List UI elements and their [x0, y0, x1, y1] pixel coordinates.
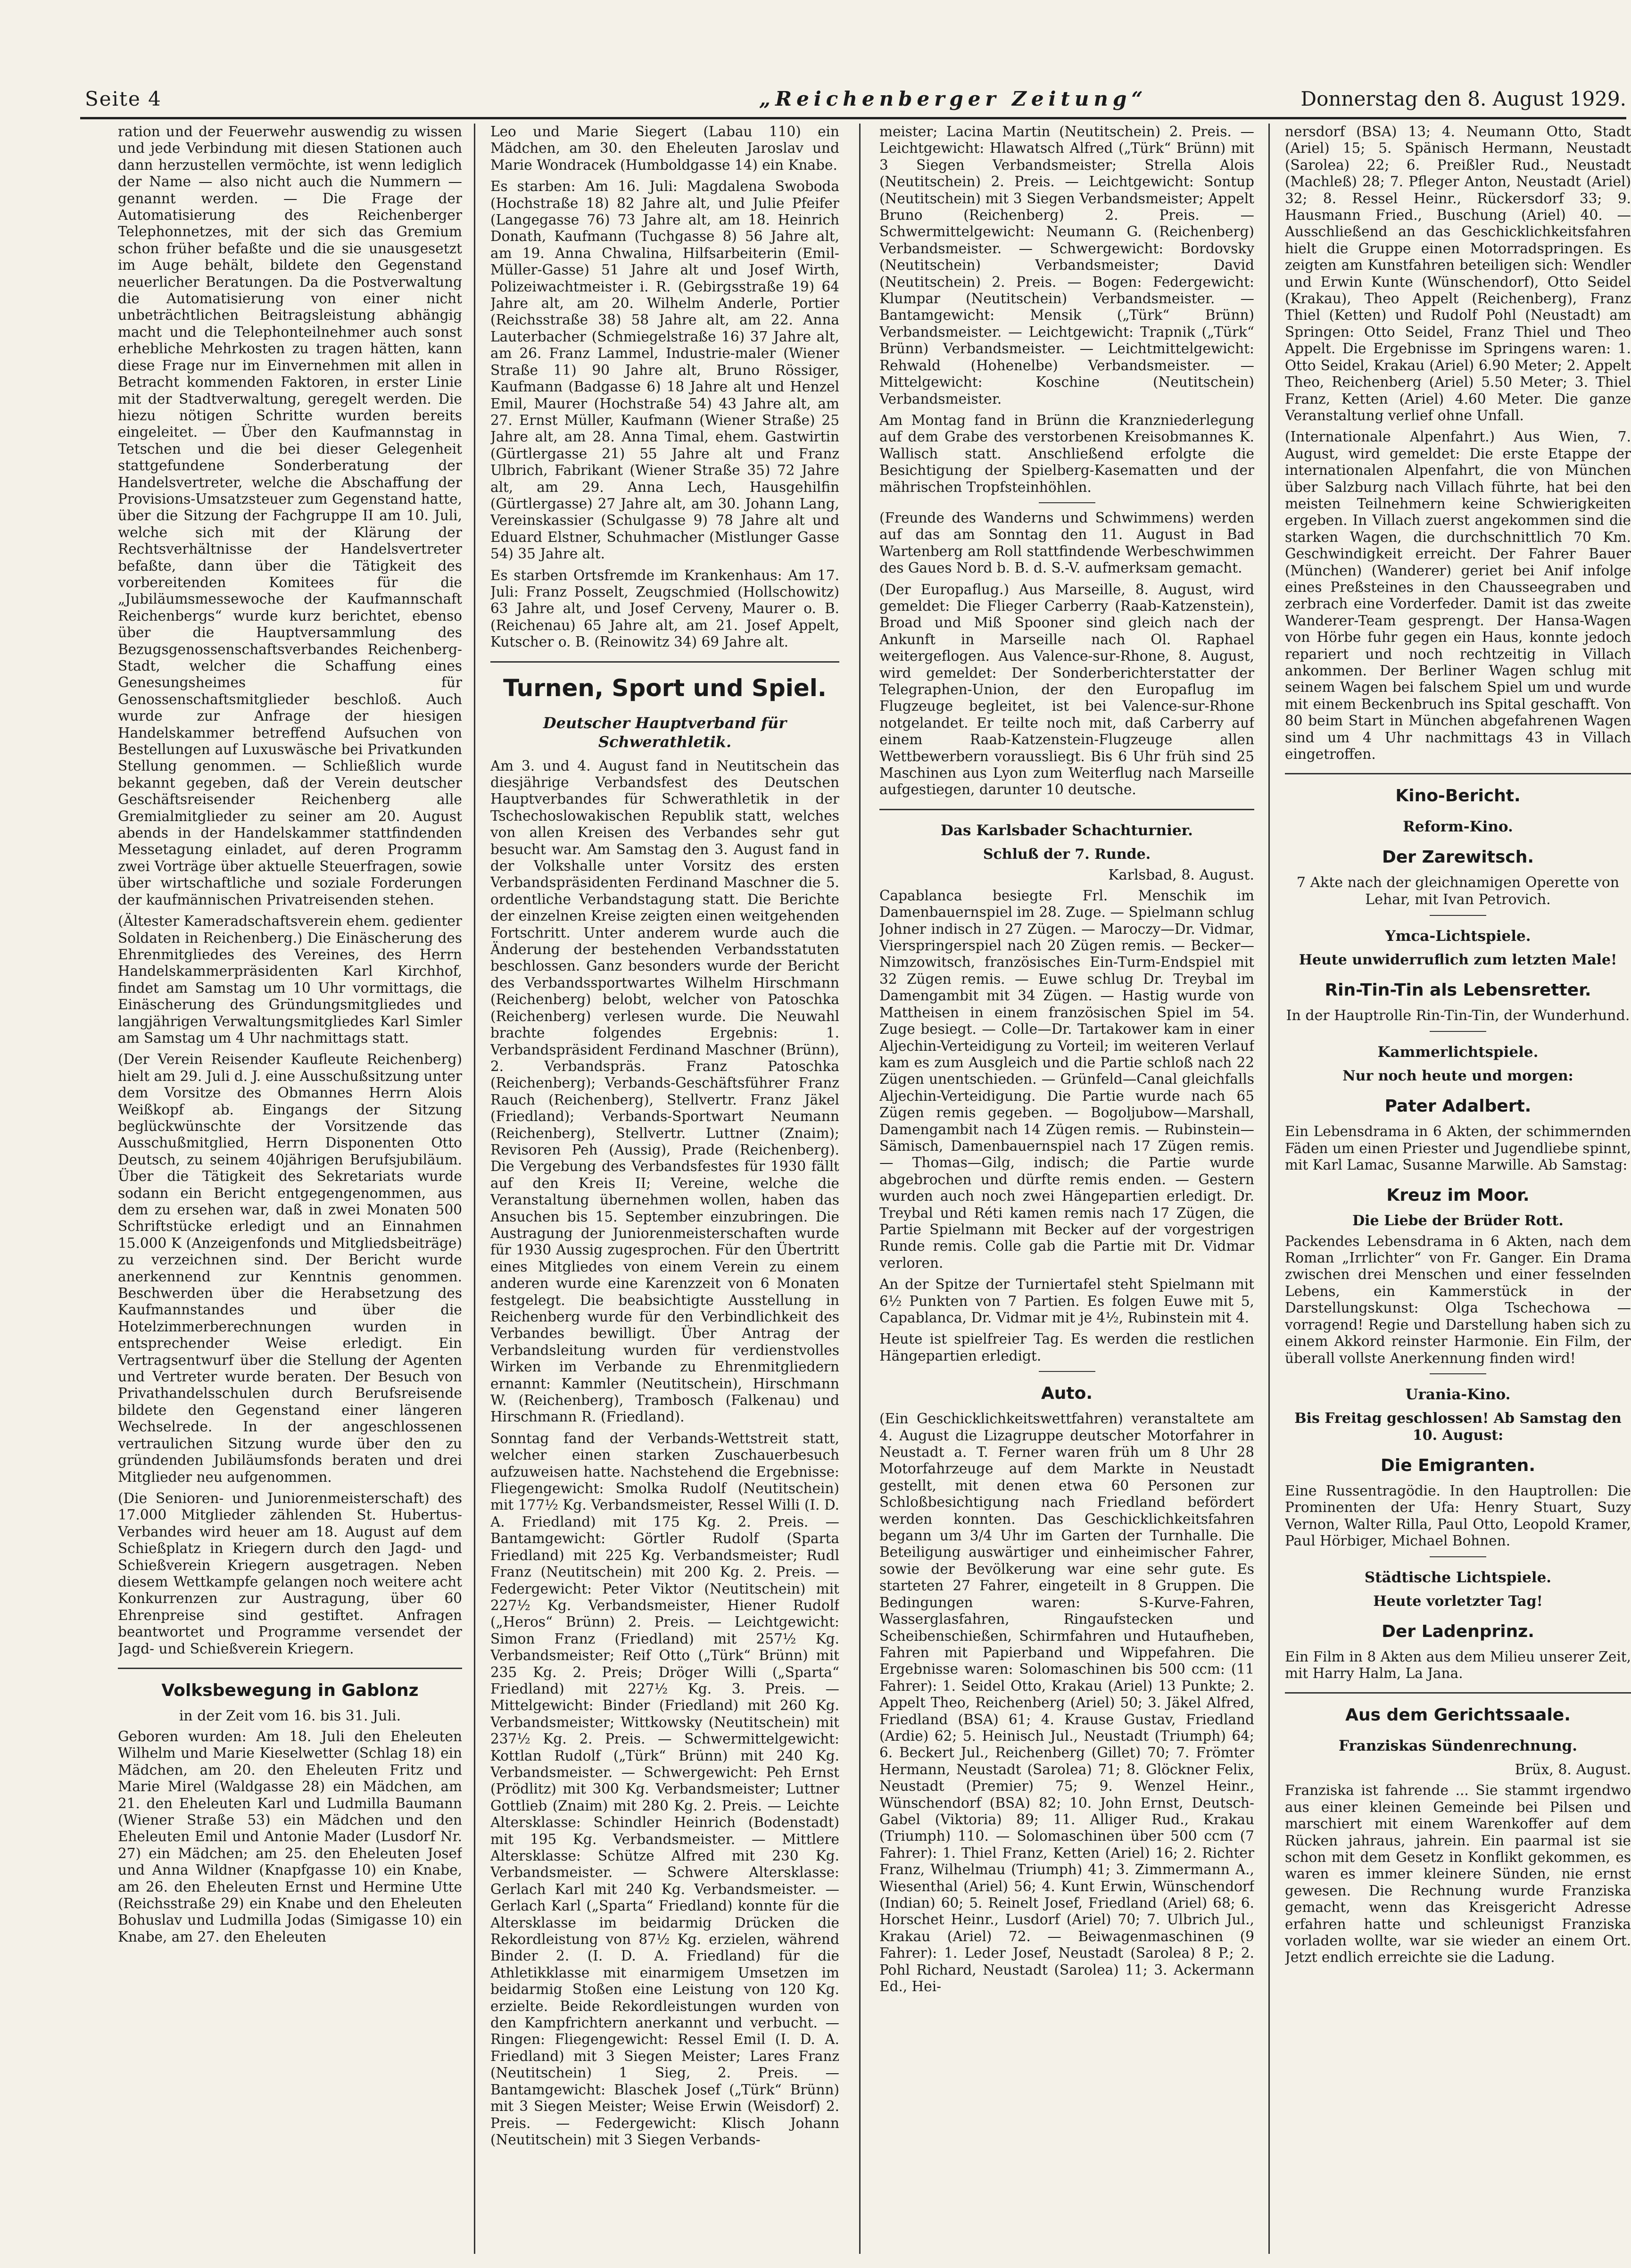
article-paragraph: (Der Verein Reisender Kaufleute Reichenberg) hielt am 29. Juli d. J. eine Ausschußsitzung unter dem Vorsitze des Obmannes Herrn Alois Weißkopf ab. Eingangs der Sitzung beglückwünschte der Vorsitzende das Ausschußmitglied, Herrn Disponenten Otto Deutsch, zu seinem 40jährigen Berufsjubiläum. Über die Tätigkeit des Sekretariats wurde sodann ein Bericht entgegengenommen, aus dem zu ersehen war, daß in zwei Monaten 500 Schriftstücke erledigt und an Einnahmen 15.000 K (Anzeigenfonds und Mitgliedsbeiträge) zu verzeichnen sind. Der Bericht wurde anerkennend zur Kenntnis genommen. Beschwerden über die Herabsetzung des Kaufmannstandes und über die Hotelzimmerberechnungen wurden in entsprechender Weise erledigt. Ein Vertragsentwurf über die Stellung der Agenten und Vertreter wurde beraten. Der Besuch von Privathandelsschulen durch Berufsreisende bildete den Gegenstand einer längeren Wechselrede. In der angeschlossenen vertraulichen Sitzung wurde über den zu gründenden Jubiläumsfonds beraten und drei Mitglieder neu aufgenommen. [118, 1051, 462, 1485]
column-4 [1285, 124, 1631, 2268]
article-paragraph: Leo und Marie Siegert (Labau 110) ein Mädchen, am 30. den Eheleuten Jaroslav und Marie Wondracek (Humboldgasse 14) ein Knabe. [490, 124, 839, 173]
column-2 [490, 124, 839, 2268]
section-subtitle: Schluß der 7. Runde. [983, 846, 1151, 863]
section-subtitle: Franziskas Sündenrechnung. [1338, 1737, 1578, 1755]
article-paragraph: (Ein Geschicklichkeitswettfahren) veranstaltete am 4. August die Lizagruppe deutscher Motorfahrer in Neustadt a. T. Ferner waren früh um 8 Uhr 28 Motorfahrzeuge auf dem Markte in Neustadt gestellt, mit denen etwa 60 Personen zur Schloßbesichtigung nach Friedland befördert werden konnten. Das Geschicklichkeitsfahren begann um 3/4 Uhr im Garten der Turnhalle. Die Beteiligung auswärtiger und einheimischer Fahrer, sowie der Bevölkerung war eine sehr gute. Es starteten 27 Fahrer, eingeteilt in 8 Gruppen. Die Bedingungen waren: S-Kurve-Fahren, Wasserglasfahren, Ringaufstecken und Scheibenschießen, Schirmfahren und Hutaufheben, Fahren mit Papierband und Wippefahren. Die Ergebnisse waren: Solomaschinen bis 500 ccm: (11 Fahrer): 1. Seidel Otto, Krakau (Ariel) 13 Punkte; 2. Appelt Theo, Reichenberg (Ariel) 50; 3. Jäkel Alfred, Friedland (BSA) 61; 4. Krause Gustav, Friedland (Ardie) 62; 5. Heinisch Jul., Neustadt (Triumph) 64; 6. Beckert Jul., Reichenberg (Gillet) 70; 7. Frömter Hermann, Neustadt (Sarolea) 71; 8. Glöckner Felix, Neustadt (Premier) 75; 9. Wenzel Heinr., Wünschendorf (BSA) 82; 10. John Ernst, Deutsch-Gabel (Viktoria) 89; 11. Alliger Rud., Krakau (Triumph) 110. — Solomaschinen über 500 ccm (7 Fahrer): 1. Thiel Franz, Ketten (Ariel) 16; 2. Richter Franz, Wilhelmau (Triumph) 41; 3. Zimmermann A., Wiesenthal (Ariel) 56; 4. Kunt Erwin, Wünschendorf (Indian) 60; 5. Reinelt Josef, Friedland (Ariel) 68; 6. Horschet Heinr., Lusdorf (Ariel) 70; 7. Ulbrich Jul., Krakau (Ariel) 72. — Beiwagenmaschinen (9 Fahrer): 1. Leder Josef, Neustadt (Sarolea) 8 P.; 2. Pohl Richard, Neustadt (Sarolea) 11; 3. Ackermann Ed., Hei- [879, 1411, 1254, 1995]
column-divider [474, 124, 475, 2254]
section-rule [490, 661, 839, 663]
film-title: Die Emigranten. [1381, 1455, 1535, 1475]
film-title: Kreuz im Moor. [1386, 1185, 1530, 1205]
issue-date: Donnerstag den 8. August 1929. [1300, 87, 1626, 110]
section-rule [1285, 1692, 1631, 1694]
article-paragraph: (Die Senioren- und Juniorenmeisterschaft) des 17.000 Mitglieder zählenden St. Hubertus-Verbandes wird heuer am 18. August auf dem Schießplatz in Kriegern durch den Jagd- und Schießverein Kriegern ausgetragen. Neben diesem Wettkampfe gelangen noch weitere acht Konkurrenzen zur Austragung, über 60 Ehrenpreise sind gestiftet. Anfragen beantwortet und Programme versendet der Jagd- und Schießverein Kriegern. [118, 1490, 462, 1657]
section-rule [1039, 502, 1095, 503]
cinema-name: Ymca-Lichtspiele. [1385, 928, 1531, 945]
article-paragraph: meister; Lacina Martin (Neutitschein) 2. Preis. — Leichtgewicht: Hlawatsch Alfred („Türk“ Brünn) mit 3 Siegen Verbandsmeister; Strella Alois (Neutitschein) 2. Preis. — Leichtgewicht: Sontup (Neutitschein) mit 3 Siegen Verbandsmeister; Appelt Bruno (Reichenberg) 2. Preis. — Schwermittelgewicht: Neumann G. (Reichenberg) Verbandsmeister. — Schwergewicht: Bordovsky (Neutitschein) Verbandsmeister; David (Neutitschein) 2. Preis. — Bogen: Federgewicht: Klumpar (Neutitschein) Verbandsmeister. — Bantamgewicht: Mensik („Türk“ Brünn) Verbandsmeister. — Leichtgewicht: Trapnik („Türk“ Brünn) Verbandsmeister. — Leichtmittelgewicht: Rehwald (Hohenelbe) Verbandsmeister. — Mittelgewicht: Koschine (Neutitschein) Verbandsmeister. [879, 124, 1254, 407]
column-divider [859, 124, 861, 2254]
article-paragraph: nersdorf (BSA) 13; 4. Neumann Otto, Stadt (Ariel) 15; 5. Spänisch Hermann, Neustadt (Sarolea) 22; 6. Preißler Rud., Neustadt (Machleß) 28; 7. Pfleger Anton, Neustadt (Ariel) 32; 8. Ressel Heinr., Rückersdorf 33; 9. Hausmann Fried., Buschung (Ariel) 40. — Ausschließend an das Geschicklichkeitsfahren hielt die Gruppe einen Motorradspringen. Es zeigten am Kunstfahren beteiligen sich: Wendler und Erwin Kunte (Wünschendorf), Otto Seidel (Krakau), Theo Appelt (Reichenberg), Franz Thiel (Ketten) und Rudolf Pohl (Neustadt) am Springen: Otto Seidel, Franz Thiel und Theo Appelt. Die Ergebnisse im Springens waren: 1. Otto Seidel, Krakau (Ariel) 6.90 Meter; 2. Appelt Theo, Reichenberg (Ariel) 5.50 Meter; 3. Thiel Franz, Ketten (Ariel) 4.60 Meter. Die ganze Veranstaltung verlief ohne Unfall. [1285, 124, 1631, 424]
cinema-name: Urania-Kino. [1405, 1386, 1511, 1403]
column-1 [118, 124, 462, 2268]
section-rule [118, 1668, 462, 1669]
cinema-note: Bis Freitag geschlossen! Ab Samstag den 10. August: [1294, 1410, 1622, 1444]
article-paragraph: ration und der Feuerwehr auswendig zu wissen und jede Verbindung mit diesen Stationen auch dann herzustellen vermöchte, ist wenn lediglich der Name — also nicht auch die Nummern — genannt werden. — Die Frage der Automatisierung des Reichenberger Telephonnetzes, mit der sich das Gremium schon früher befaßte und die sie unausgesetzt im Auge behält, bildete den Gegenstand neuerlicher Beratungen. Da die Postverwaltung die Automatisierung von einer nicht unbeträchtlichen Beitragsleistung abhängig macht und die Telephonteilnehmer auch sonst erhebliche Mehrkosten zu tragen hätten, kann diese Frage nur im Einvernehmen mit allen in Betracht kommenden Faktoren, in erster Linie mit der Stadtverwaltung, geregelt werden. Die hiezu nötigen Schritte wurden bereits eingeleitet. — Über den Kaufmannstag in Tetschen und die bei dieser Gelegenheit stattgefundene Sonderberatung der Handelsvertreter, welche die Abschaffung der Provisions-Umsatzsteuer zum Gegenstand hatte, über die Sitzung der Fachgruppe II am 10. Juli, welche sich mit der Klärung der Rechtsverhältnisse der Handelsvertreter befaßte, dann über die Tätigkeit des vorbereitenden Komitees für die „Jubiläumsmessewoche der Kaufmannschaft Reichenbergs“ wurde kurz berichtet, ebenso über die Hauptversammlung des Bezugsgenossenschaftsverbandes Reichenberg-Stadt, welcher die Schaffung eines Genesungsheimes für Genossenschaftsmitglieder beschloß. Auch wurde zur Anfrage der hiesigen Handelskammer betreffend Aufsuchen von Bestellungen auf Luxuswäsche bei Privatkunden Stellung genommen. — Schließlich wurde bekannt gegeben, daß der Verein deutscher Geschäftsreisender Reichenberg alle Gremialmitglieder zu seiner am 20. August abends in der Handelskammer stattfindenden Messetagung einladet, auf deren Programm zwei Vorträge über aktuelle Steuerfragen, sowie über wirtschaftliche und soziale Forderungen der kaufmännischen Privatreisenden stehen. [118, 124, 462, 908]
film-description: In der Hauptrolle Rin-Tin-Tin, der Wunderhund. [1286, 1007, 1630, 1024]
film-subtitle: Die Liebe der Brüder Rott. [1352, 1212, 1564, 1229]
column-divider [1268, 124, 1270, 2254]
article-paragraph: Capablanca besiegte Frl. Menschik im Damenbauernspiel im 28. Zuge. — Spielmann schlug Johner indisch in 27 Zügen. — Maroczy—Dr. Vidmar, Vierspringerspiel nach 20 Zügen remis. — Becker—Nimzowitsch, französisches Ein-Turm-Endspiel mit 32 Zügen remis. — Euwe schlug Dr. Treybal im Damengambit mit 34 Zügen. — Hastig wurde von Mattheisen in einem französischen Spiel im 54. Zuge besiegt. — Colle—Dr. Tartakower kam in einer Aljechin-Verteidigung zu Vorteil; im weiteren Verlauf kam es zum Ausgleich und die Partie schloß nach 22 Zügen unentschieden. — Grünfeld—Canal gleichfalls Aljechin-Verteidigung. Die Partie wurde nach 65 Zügen remis gegeben. — Bogoljubow—Marshall, Damengambit nach 14 Zügen remis. — Rubinstein—Sämisch, Damenbauernspiel nach 17 Zügen remis. — Thomas—Gilg, indisch; die Partie wurde abgebrochen und dürfte remis enden. — Gestern wurden auch noch zwei Hängepartien erledigt. Dr. Treybal und Réti kamen remis nach 17 Zügen, die Partie Spielmann mit Becker auf der vorgestrigen Runde remis. Colle gab die Partie mit Dr. Vidmar verloren. [879, 887, 1254, 1271]
film-description: Ein Lebensdrama in 6 Akten, der schimmernden Fäden um einen Priester und Jugendliebe spinnt, mit Karl Lamac, Susanne Marwille. Ab Samstag: [1285, 1123, 1631, 1173]
section-title: Volksbewegung in Gablonz [161, 1680, 419, 1700]
cinema-name: Kammerlichtspiele. [1377, 1044, 1539, 1061]
header-rule [80, 117, 1626, 119]
section-rule [879, 809, 1254, 810]
film-description: Ein Film in 8 Akten aus dem Milieu unserer Zeit, mit Harry Halm, La Jana. [1285, 1648, 1631, 1681]
cinema-note: Heute unwiderruflich zum letzten Male! [1299, 952, 1617, 969]
cinema-note: Nur noch heute und morgen: [1342, 1068, 1573, 1085]
page-marker: Seite 4 [85, 87, 162, 110]
film-title: Der Ladenprinz. [1382, 1621, 1534, 1641]
article-paragraph: Sonntag fand der Verbands-Wettstreit statt, welcher einen starken Zuschauerbesuch aufzuweisen hatte. Nachstehend die Ergebnisse: Fliegengewicht: Smolka Rudolf (Neutitschein) mit 177½ Kg. Verbandsmeister, Ressel Willi (I. D. A. Friedland) mit 175 Kg. 2. Preis. — Bantamgewicht: Görtler Rudolf (Sparta Friedland) mit 225 Kg. Verbandsmeister; Rudl Franz (Neutitschein) mit 200 Kg. 2. Preis. — Federgewicht: Peter Viktor (Neutitschein) mit 227½ Kg. Verbandsmeister, Hiener Rudolf („Heros“ Brünn) 2. Preis. — Leichtgewicht: Simon Franz (Friedland) mit 257½ Kg. Verbandsmeister; Reif Otto („Türk“ Brünn) mit 235 Kg. 2. Preis; Dröger Willi („Sparta“ Friedland) mit 227½ Kg. 3. Preis. — Mittelgewicht: Binder (Friedland) mit 260 Kg. Verbandsmeister; Wittkowsky (Neutitschein) mit 237½ Kg. 2. Preis. — Schwermittelgewicht: Kottlan Rudolf („Türk“ Brünn) mit 240 Kg. Verbandsmeister. — Schwergewicht: Peh Ernst (Prödlitz) mit 300 Kg. Verbandsmeister; Luttner Gottlieb (Znaim) mit 280 Kg. 2. Preis. — Leichte Altersklasse: Schindler Heinrich (Bodenstadt) mit 195 Kg. Verbandsmeister. — Mittlere Altersklasse: Schütze Alfred mit 230 Kg. Verbandsmeister. — Schwere Altersklasse: Gerlach Karl mit 240 Kg. Verbandsmeister. — Gerlach Karl („Sparta“ Friedland) konnte für die Altersklasse im beidarmig Drücken die Rekordleistung von 87½ Kg. erzielen, während Binder 2. (I. D. A. Friedland) für die Athletikklasse mit einarmigem Umsetzen im beidarmig Stoßen eine Leistung von 120 Kg. erzielte. Beide Rekordleistungen wurden von den Kampfrichtern anerkannt und verbucht. — Ringen: Fliegengewicht: Ressel Emil (I. D. A. Friedland) mit 3 Siegen Meister; Lares Franz (Neutitschein) 1 Sieg, 2. Preis. — Bantamgewicht: Blaschek Josef („Türk“ Brünn) mit 3 Siegen Meister; Weise Erwin (Weisdorf) 2. Preis. — Federgewicht: Klisch Johann (Neutitschein) mit 3 Siegen Verbands- [490, 1430, 839, 2148]
article-paragraph: Franziska ist fahrende ... Sie stammt irgendwo aus einer kleinen Gemeinde bei Pilsen und marschiert mit einem Warenkoffer auf dem Rücken jahraus, jahrein. Ein paarmal ist sie schon mit dem Gesetz in Konflikt gekommen, es waren es immer kleinere Sünden, nie ernst gewesen. Die Rechnung wurde Franziska gemacht, wenn das Kreisgericht Adresse erfahren hatte und schleunigst Franziska vorladen wollte, war sie wieder an einem Ort. Jetzt endlich erreichte sie die Ladung. [1285, 1782, 1631, 1966]
cinema-name: Reform-Kino. [1403, 818, 1513, 836]
section-title: Auto. [1041, 1384, 1093, 1404]
film-title: Rin-Tin-Tin als Lebensretter. [1325, 980, 1591, 1000]
article-paragraph: Es starben Ortsfremde im Krankenhaus: Am 17. Juli: Franz Posselt, Zeugschmied (Hollschowitz) 63 Jahre alt, und Josef Cerveny, Maurer o. B. (Reichenau) 65 Jahre alt, am 21. Josef Appelt, Kutscher o. B. (Reinowitz 34) 69 Jahre alt. [490, 567, 839, 650]
article-paragraph: (Ältester Kameradschaftsverein ehem. gedienter Soldaten in Reichenberg.) Die Einäscherung des Ehrenmitgliedes des Vereines, des Herrn Handelskammerpräsidenten Karl Kirchhof, findet am Samstag um 10 Uhr vormittags, die Einäscherung des Gründungsmitgliedes und langjährigen Verwaltungsmitgliedes Karl Simler am Samstag um 4 Uhr nachmittags statt. [118, 913, 462, 1046]
article-paragraph: Am 3. und 4. August fand in Neutitschein das diesjährige Verbandsfest des Deutschen Hauptverbandes für Schwerathletik in der Tschechoslowakischen Republik statt, welches von allen Kreisen des Verbandes sehr gut besucht war. Am Samstag den 3. August fand in der Volkshalle unter Vorsitz des ersten Verbandspräsidenten Ferdinand Maschner die 5. ordentliche Verbandstagung statt. Die Berichte der einzelnen Kreise zeigten einen weitgehenden Fortschritt. Unter anderem wurde auch die Änderung der bestehenden Verbandsstatuten beschlossen. Ganz besonders wurde der Bericht des Verbandssportwartes Wilhelm Hirschmann (Reichenberg) belobt, welcher von Patoschka (Reichenberg) verlesen wurde. Die Neuwahl brachte folgendes Ergebnis: 1. Verbandspräsident Ferdinand Maschner (Brünn), 2. Verbandspräs. Franz Patoschka (Reichenberg); Verbands-Geschäftsführer Franz Rauch (Reichenberg), Stellvertr. Franz Jäkel (Friedland); Verbands-Sportwart Neumann (Reichenberg), Stellvertr. Luttner (Znaim); Revisoren Peh (Aussig), Prade (Reichenberg). Die Vergebung des Verbandsfestes für 1930 fällt auf den Kreis II; Vereine, welche die Veranstaltung übernehmen wollen, haben das Ansuchen bis 15. September einzubringen. Die Austragung der Juniorenmeisterschaften wurde für 1930 Aussig zugesprochen. Für den Übertritt eines Mitgliedes von einem Verein zu einem anderen wurde eine Karenzzeit von 6 Monaten festgelegt. Die beabsichtigte Ausstellung in Reichenberg wurde für den Verbindlichkeit des Verbandes bewilligt. Über Antrag der Verbandsleitung wurden für verdienstvolles Wirken im Verbande zu Ehrenmitgliedern ernannt: Kammler (Neutitschein), Hirschmann W. (Reichenberg), Trambosch (Falkenau) und Hirschmann R. (Friedland). [490, 757, 839, 1425]
article-paragraph: (Der Europaflug.) Aus Marseille, 8. August, wird gemeldet: Die Flieger Carberry (Raab-Katzenstein), Broad und Miß Spooner sind gleich nach der Ankunft in Marseille nach Ol. Raphael weitergeflogen. Aus Valence-sur-Rhone, 8. August, wird gemeldet: Der Sonderberichterstatter der Telegraphen-Union, der den Europaflug im Flugzeuge begleitet, ist bei Valence-sur-Rhone notgelandet. Er teilte noch mit, daß Carberry auf einem Raab-Katzenstein-Flugzeuge allen Wettbewerbern voraussliegt. Bis 6 Uhr früh sind 25 Maschinen aus Lyon zum Weiterflug nach Marseille aufgestiegen, darunter 10 deutsche. [879, 581, 1254, 798]
film-description: Packendes Lebensdrama in 6 Akten, nach dem Roman „Irrlichter“ von Fr. Ganger. Ein Drama zwischen drei Menschen und einer fesselnden Lebens, ein Kammerstück in der Darstellungskunst: Olga Tschechowa — vorragend! Regie und Darstellung haben sich zu einem Akkord reinster Harmonie. Ein Film, der überall vollste Anerkennung finden wird! [1285, 1233, 1631, 1366]
article-paragraph: Geboren wurden: Am 18. Juli den Eheleuten Wilhelm und Marie Kieselwetter (Schlag 18) ein Mädchen, am 20. den Eheleuten Fritz und Marie Mirel (Waldgasse 28) ein Mädchen, am 21. den Eheleuten Karl und Ludmilla Baumann (Wiener Straße 53) ein Mädchen und den Eheleuten Emil und Antonie Mader (Lusdorf Nr. 27) ein Mädchen; am 25. den Eheleuten Josef und Anna Wildner (Knapfgasse 10) ein Knabe, am 26. den Eheleuten Ernst und Hermine Utte (Reichsstraße 29) ein Knabe und den Eheleuten Bohuslav und Ludmilla Jodas (Simigasse 10) ein Knabe, am 27. den Eheleuten [118, 1728, 462, 1945]
film-title: Pater Adalbert. [1384, 1097, 1532, 1116]
section-rule [1430, 1556, 1486, 1557]
film-title: Der Zarewitsch. [1382, 847, 1534, 867]
article-paragraph: Am Montag fand in Brünn die Kranzniederlegung auf dem Grabe des verstorbenen Kreisobmannes K. Wallisch statt. Anschließend erfolgte die Besichtigung der Spielberg-Kasematten und der mährischen Tropfsteinhöhlen. [879, 412, 1254, 495]
section-title: Kino-Bericht. [1395, 786, 1521, 806]
article-paragraph: An der Spitze der Turniertafel steht Spielmann mit 6½ Punkten von 7 Partien. Es folgen Euwe mit 5, Capablanca, Dr. Vidmar mit je 4½, Rubinstein mit 4. [879, 1276, 1254, 1326]
page-header [85, 84, 1626, 114]
section-title: Das Karlsbader Schachturnier. [941, 822, 1193, 839]
dateline: Brüx, 8. August. [1515, 1761, 1631, 1778]
section-title: Aus dem Gerichtssaale. [1345, 1705, 1571, 1725]
article-paragraph: (Freunde des Wanderns und Schwimmens) werden auf das am Sonntag den 11. August in Bad Wartenberg am Roll stattfindende Werbeschwimmen des Gaues Nord b. B. d. S.-V. aufmerksam gemacht. [879, 509, 1254, 576]
section-subtitle: in der Zeit vom 16. bis 31. Juli. [179, 1707, 401, 1724]
article-paragraph: Heute ist spielfreier Tag. Es werden die restlichen Hängepartien erledigt. [879, 1331, 1254, 1364]
newspaper-title: „Reichenberger Zeitung“ [759, 87, 1148, 110]
section-rule [1430, 915, 1486, 916]
cinema-name: Städtische Lichtspiele. [1364, 1569, 1552, 1586]
film-description: Eine Russentragödie. In den Hauptrollen: Die Prominenten der Ufa: Henry Stuart, Suzy Vernon, Walter Rilla, Paul Otto, Leopold Kramer, Paul Hörbiger, Michael Bohnen. [1285, 1482, 1631, 1549]
film-description: 7 Akte nach der gleichnamigen Operette von Lehar, mit Ivan Petrovich. [1296, 874, 1620, 908]
article-paragraph: (Internationale Alpenfahrt.) Aus Wien, 7. August, wird gemeldet: Die erste Etappe der internationalen Alpenfahrt, die von München über Salzburg nach Villach führte, hat bei den meisten Teilnehmern keine Schwierigkeiten ergeben. In Villach zuerst angekommen sind die starken Wagen, die durchschnittlich 70 Km. Geschwindigkeit erreicht. Der Fahrer Bauer (München) (Wanderer) geriet bei Anif infolge eines Preßsteines in den Chausseegraben und zerbrach eine Vorderfeder. Damit ist das zweite Wanderer-Team gesprengt. Der Hansa-Wagen von Hörbe fuhr gegen ein Haus, konnte jedoch repariert und noch rechtzeitig in Villach ankommen. Der Berliner Wagen schlug mit seinem Wagen bei falschem Spiel um und wurde mit einem Beckenbruch ins Spital geschafft. Von 80 beim Start in München abgefahrenen Wagen sind um 4 Uhr nachmittags 43 in Villach eingetroffen. [1285, 429, 1631, 763]
article-paragraph: Es starben: Am 16. Juli: Magdalena Swoboda (Hochstraße 18) 82 Jahre alt, und Julie Pfeifer (Langegasse 76) 73 Jahre alt, am 18. Heinrich Donath, Kaufmann (Tuchgasse 8) 56 Jahre alt, am 19. Anna Chwalina, Hilfsarbeiterin (Emil-Müller-Gasse) 51 Jahre alt und Josef Wirth, Polizeiwachtmeister i. R. (Gebirgsstraße 19) 64 Jahre alt, am 20. Wilhelm Anderle, Portier (Reichsstraße 38) 58 Jahre alt, am 22. Anna Lauterbacher (Schmiegelstraße 16) 37 Jahre alt, am 26. Franz Lammel, Industrie-maler (Wiener Straße 11) 90 Jahre alt, Bruno Rössiger, Kaufmann (Badgasse 6) 18 Jahre alt und Henzel Emil, Maurer (Hochstraße 54) 43 Jahre alt, am 27. Ernst Müller, Kaufmann (Wiener Straße) 25 Jahre alt, am 28. Anna Timal, ehem. Gastwirtin (Gürtlergasse 21) 55 Jahre alt und Franz Ulbrich, Fabrikant (Wiener Straße 35) 72 Jahre alt, am 29. Anna Lech, Hausgehilfin (Gürtlergasse) 27 Jahre alt, am 30. Johann Lang, Vereinskassier (Schulgasse 9) 78 Jahre alt und Eduard Elstner, Schuhmacher (Mistlunger Gasse 54) 35 Jahre alt. [490, 178, 839, 562]
section-rule [1430, 1373, 1486, 1374]
section-rule [1039, 1371, 1095, 1372]
section-title: Turnen, Sport und Spiel. [503, 674, 827, 702]
section-rule [1285, 773, 1631, 774]
dateline: Karlsbad, 8. August. [1108, 866, 1254, 883]
section-rule [1430, 1031, 1486, 1032]
section-subtitle: Deutscher Hauptverband für Schwerathletik. [543, 714, 787, 751]
cinema-note: Heute vorletzter Tag! [1373, 1593, 1543, 1610]
column-3 [879, 124, 1254, 2268]
